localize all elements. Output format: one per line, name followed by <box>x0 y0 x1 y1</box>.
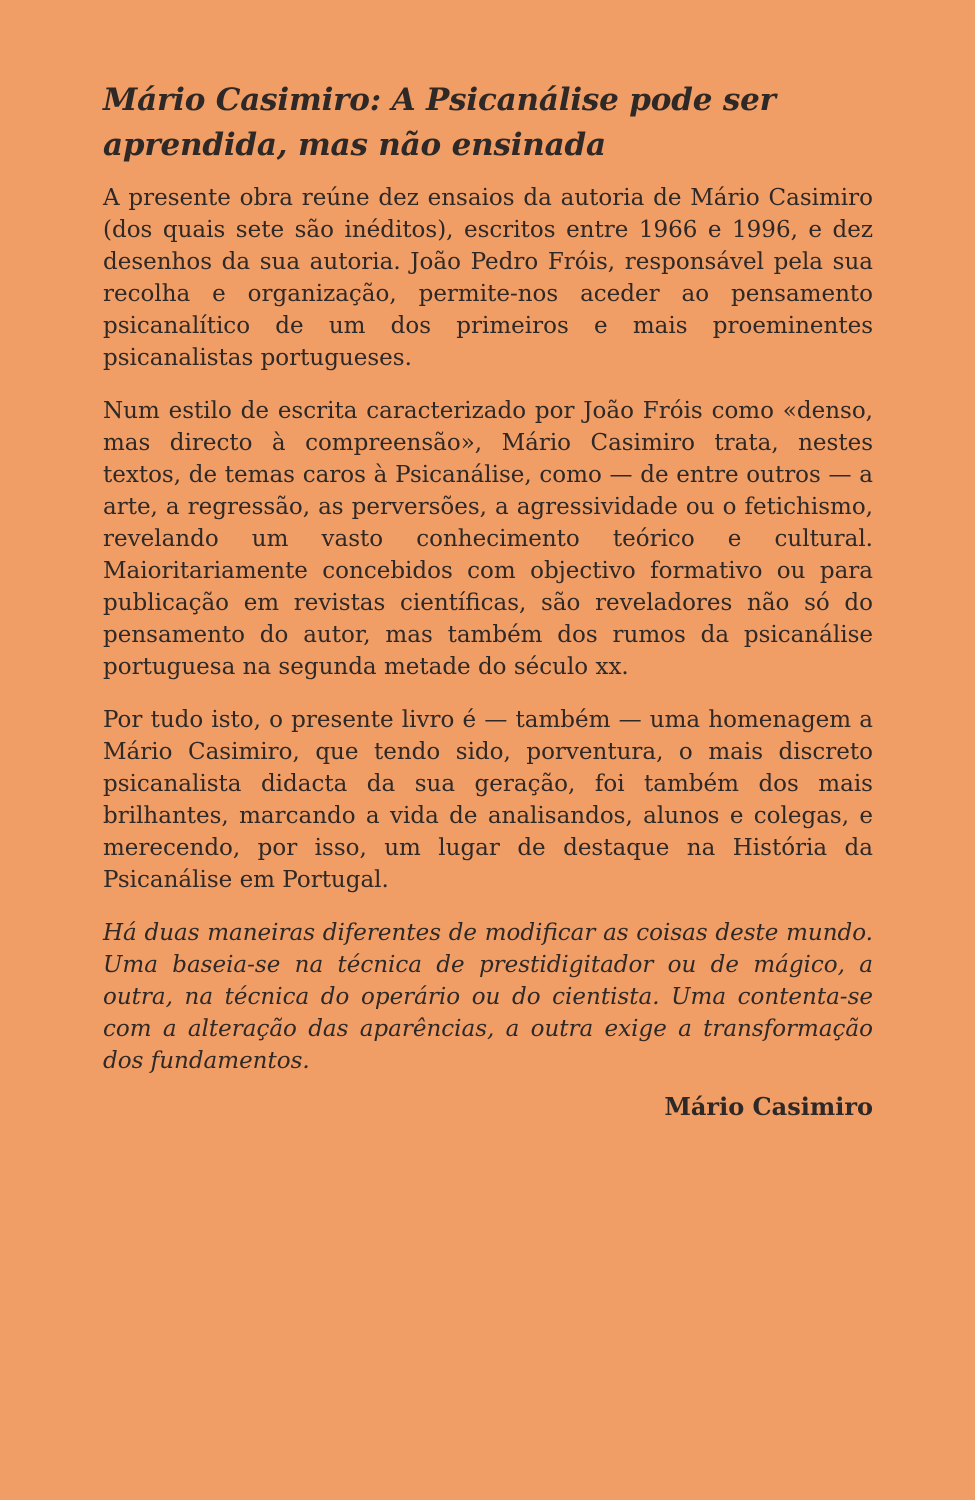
style-paragraph: Num estilo de escrita caracterizado por João Fróis como «denso, mas directo à compreensão», Mário Casimiro trata, nestes textos, de temas caros à Psicanálise, como — de entre outros — a arte, a regressão, as perversões, a agressividade ou o fetichismo, revelando um vasto conhecimento teórico e cultural. Maioritariamente concebidos com objectivo formativo ou para publicação em revistas científicas, são reveladores não só do pensamento do autor, mas também dos rumos da psicanálise portuguesa na segunda metade do século xx. <box>103 398 873 680</box>
quote-paragraph: Há duas maneiras diferentes de modificar as coisas deste mundo. Uma baseia-se na técnica de prestidigitador ou de mágico, a outra, na técnica do operário ou do cientista. Uma contenta-se com a alteração das aparências, a outra exige a transformação dos fundamentos. <box>103 920 873 1074</box>
quote-attribution: Mário Casimiro <box>664 1092 873 1121</box>
homage-paragraph: Por tudo isto, o presente livro é — também — uma homenagem a Mário Casimiro, que tendo sido, porventura, o mais discreto psicanalista didacta da sua geração, foi também dos mais brilhantes, marcando a vida de analisandos, alunos e colegas, e merecendo, por isso, um lugar de destaque na História da Psicanálise em Portugal. <box>103 707 873 893</box>
page-title: Mário Casimiro: A Psicanálise pode ser aprendida, mas não ensinada <box>103 82 776 163</box>
intro-paragraph: A presente obra reúne dez ensaios da autoria de Mário Casimiro (dos quais sete são inéditos), escritos entre 1966 e 1996, e dez desenhos da sua autoria. João Pedro Fróis, responsável pela sua recolha e organização, permite-nos aceder ao pensamento psicanalítico de um dos primeiros e mais proeminentes psicanalistas portugueses. <box>103 185 873 371</box>
